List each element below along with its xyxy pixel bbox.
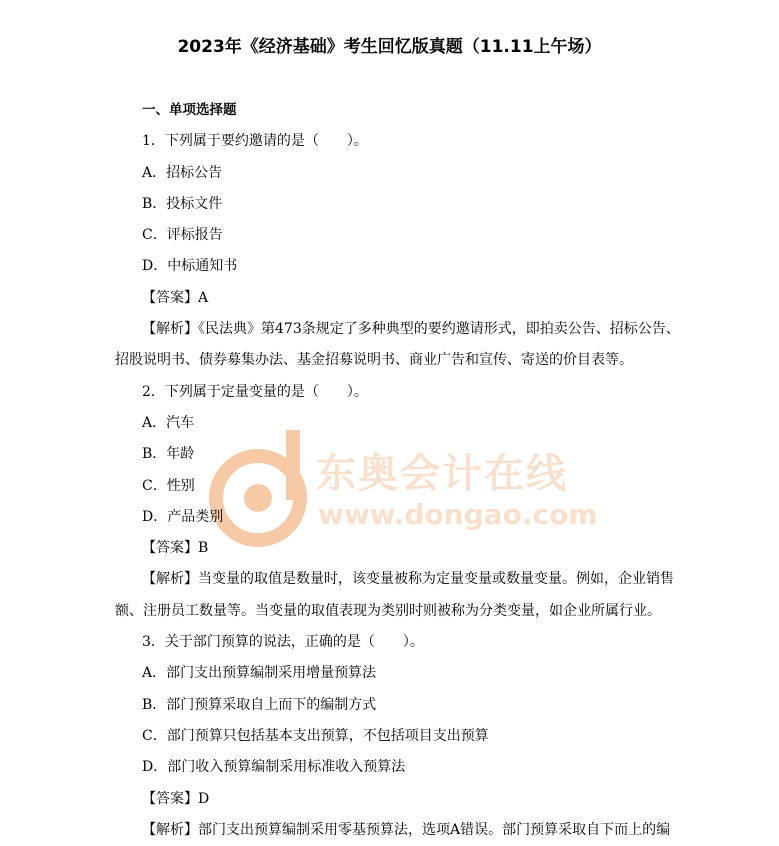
option-a: A．部门支出预算编制采用增量预算法 xyxy=(142,665,377,682)
option-c: C．评标报告 xyxy=(142,227,223,244)
option-d: D．中标通知书 xyxy=(142,258,238,275)
option-c: C．性别 xyxy=(142,477,195,494)
option-d: D．部门收入预算编制采用标准收入预算法 xyxy=(142,759,406,776)
document-body xyxy=(115,95,680,846)
question-3: 3．关于部门预算的说法，正确的是（ ）。 xyxy=(142,634,424,651)
option-b: B．部门预算采取自上而下的编制方式 xyxy=(142,696,377,713)
option-d: D．产品类别 xyxy=(142,508,224,525)
explanation: 【解析】当变量的取值是数量时，该变量被称为定量变量或数量变量。例如，企业销售 xyxy=(142,571,674,588)
watermark-url: www.dongao.com xyxy=(318,498,598,531)
option-a: A．汽车 xyxy=(142,414,195,431)
answer: 【答案】B xyxy=(142,540,209,557)
explanation: 【解析】部门支出预算编制采用零基预算法，选项A错误。部门预算采取自下而上的编 xyxy=(142,821,671,838)
option-b: B．投标文件 xyxy=(142,195,223,212)
section-heading: 一、单项选择题 xyxy=(142,102,237,118)
explanation-cont: 招股说明书、债券募集办法、基金招募说明书、商业广告和宣传、寄送的价目表等。 xyxy=(115,352,633,369)
answer: 【答案】A xyxy=(142,289,209,306)
answer: 【答案】D xyxy=(142,790,210,807)
question-1: 1．下列属于要约邀请的是（ ）。 xyxy=(142,133,368,150)
question-2: 2．下列属于定量变量的是（ ）。 xyxy=(142,383,368,400)
document-title: 2023年《经济基础》考生回忆版真题（11.11上午场） xyxy=(177,37,602,57)
explanation-cont: 额、注册员工数量等。当变量的取值表现为类别时则被称为分类变量，如企业所属行业。 xyxy=(115,602,661,619)
watermark-text: 东奥会计在线 xyxy=(316,451,568,497)
option-a: A．招标公告 xyxy=(142,164,223,181)
option-b: B．年龄 xyxy=(142,446,195,463)
option-c: C．部门预算只包括基本支出预算，不包括项目支出预算 xyxy=(142,727,489,744)
explanation: 【解析】《民法典》第473条规定了多种典型的要约邀请形式，即拍卖公告、招标公告、 xyxy=(142,321,680,338)
